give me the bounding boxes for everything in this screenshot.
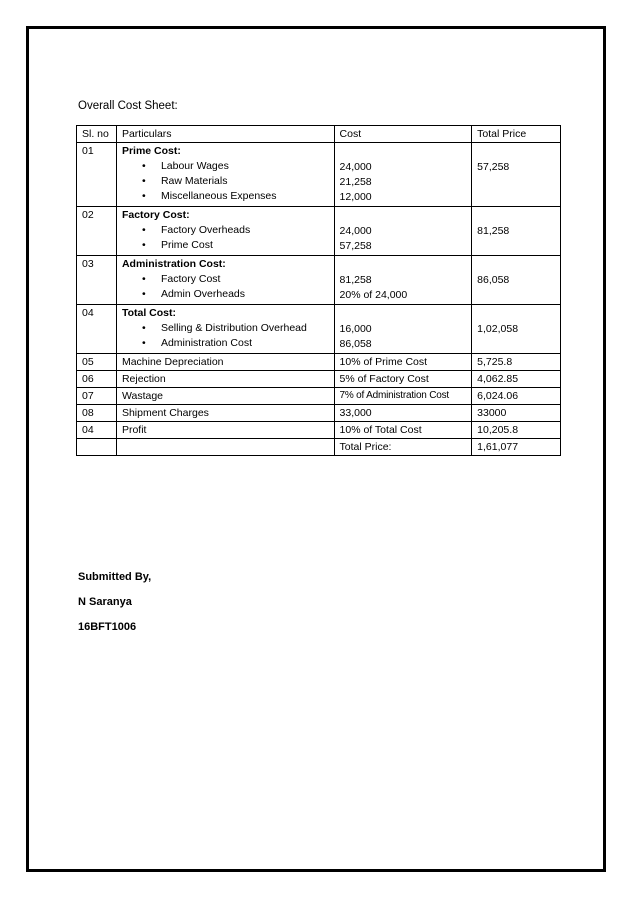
sub-item-list: [122, 223, 329, 253]
total-price-label: Total Price:: [334, 439, 472, 456]
cell-cost: [334, 143, 472, 207]
table-row: [77, 371, 561, 388]
bullet-icon: •: [141, 239, 146, 251]
cell-particulars: Profit: [116, 422, 334, 439]
list-item: [122, 321, 329, 336]
cell-sl: 07: [77, 388, 117, 405]
cell-sl: 06: [77, 371, 117, 388]
cost-value: 81,258: [339, 274, 372, 286]
list-item: [122, 287, 329, 302]
cell-total: 6,024.06: [472, 388, 561, 405]
cost-value: 24,000: [339, 161, 372, 173]
group-title: Prime Cost:: [121, 145, 181, 157]
cell-particulars: [116, 256, 334, 305]
group-title: Factory Cost:: [121, 209, 190, 221]
sub-item-list: [122, 272, 329, 302]
list-item: [122, 223, 329, 238]
list-item: [122, 174, 329, 189]
table-row: [77, 405, 561, 422]
item-label: Administration Cost: [160, 337, 252, 349]
group-title: Administration Cost:: [121, 258, 226, 270]
item-label: Selling & Distribution Overhead: [160, 322, 307, 334]
sub-item-list: [122, 321, 329, 351]
bullet-icon: •: [141, 190, 146, 202]
bullet-icon: •: [141, 175, 146, 187]
total-price-value: 1,61,077: [472, 439, 561, 456]
item-label: Factory Cost: [160, 273, 221, 285]
cost-value: 57,258: [339, 240, 372, 252]
bullet-icon: •: [141, 337, 146, 349]
cost-sheet-table: [76, 125, 561, 456]
list-item: [122, 336, 329, 351]
item-label: Factory Overheads: [160, 224, 251, 236]
cost-value: 21,258: [339, 176, 372, 188]
cell-empty: [116, 439, 334, 456]
cell-cost: [334, 256, 472, 305]
cell-total: 10,205.8: [472, 422, 561, 439]
total-value: 1,02,058: [477, 323, 519, 335]
cell-cost: 33,000: [334, 405, 472, 422]
cell-total: [472, 143, 561, 207]
bullet-icon: •: [141, 288, 146, 300]
cell-cost: 5% of Factory Cost: [334, 371, 472, 388]
header-particulars: Particulars: [116, 126, 334, 143]
cell-total: 5,725.8: [472, 354, 561, 371]
cell-sl: 01: [77, 143, 117, 207]
cell-sl: 04: [77, 305, 117, 354]
total-value: 86,058: [477, 274, 510, 286]
header-sl-no: Sl. no: [77, 126, 117, 143]
cell-particulars: [116, 143, 334, 207]
cell-total: 4,062.85: [472, 371, 561, 388]
cell-sl: 05: [77, 354, 117, 371]
cell-total: [472, 207, 561, 256]
table-row: [77, 422, 561, 439]
cell-particulars: Rejection: [116, 371, 334, 388]
cell-particulars: Machine Depreciation: [116, 354, 334, 371]
cell-particulars: [116, 305, 334, 354]
list-item: [122, 238, 329, 253]
cell-cost: 7% of Administration Cost: [334, 388, 472, 405]
table-row: [77, 143, 561, 207]
sheet-title: Overall Cost Sheet:: [78, 100, 178, 112]
cost-value: 24,000: [339, 225, 372, 237]
header-total-price: Total Price: [472, 126, 561, 143]
table-row: [77, 388, 561, 405]
submission-block: [78, 570, 151, 645]
cell-sl: 03: [77, 256, 117, 305]
cost-value: 20% of 24,000: [339, 289, 408, 301]
table-row: [77, 354, 561, 371]
list-item: [122, 272, 329, 287]
submitter-roll-number: 16BFT1006: [78, 621, 137, 633]
cell-total: [472, 305, 561, 354]
item-label: Raw Materials: [160, 175, 228, 187]
cell-sl: 02: [77, 207, 117, 256]
cell-sl: 04: [77, 422, 117, 439]
bullet-icon: •: [141, 224, 146, 236]
item-label: Labour Wages: [160, 160, 229, 172]
cell-empty: [77, 439, 117, 456]
cell-cost: 10% of Total Cost: [334, 422, 472, 439]
bullet-icon: •: [141, 322, 146, 334]
header-cost: Cost: [334, 126, 472, 143]
cell-cost: 10% of Prime Cost: [334, 354, 472, 371]
table-row: [77, 207, 561, 256]
list-item: [122, 159, 329, 174]
total-value: 81,258: [477, 225, 510, 237]
table-row: [77, 305, 561, 354]
submitter-name: N Saranya: [78, 596, 132, 608]
cell-particulars: Shipment Charges: [116, 405, 334, 422]
item-label: Admin Overheads: [160, 288, 245, 300]
cell-cost: [334, 207, 472, 256]
item-label: Miscellaneous Expenses: [160, 190, 277, 202]
submitted-by-label: Submitted By,: [78, 571, 152, 583]
bullet-icon: •: [141, 273, 146, 285]
table-row: [77, 256, 561, 305]
table-footer-row: [77, 439, 561, 456]
cost-value: 16,000: [339, 323, 372, 335]
total-value: 57,258: [477, 161, 510, 173]
list-item: [122, 189, 329, 204]
cost-value: 12,000: [339, 191, 372, 203]
cost-value: 86,058: [339, 338, 372, 350]
cell-sl: 08: [77, 405, 117, 422]
group-title: Total Cost:: [121, 307, 177, 319]
cell-total: [472, 256, 561, 305]
cell-total: 33000: [472, 405, 561, 422]
cell-particulars: Wastage: [116, 388, 334, 405]
sub-item-list: [122, 159, 329, 204]
cell-cost: [334, 305, 472, 354]
table-header-row: [77, 126, 561, 143]
item-label: Prime Cost: [160, 239, 213, 251]
cell-particulars: [116, 207, 334, 256]
bullet-icon: •: [141, 160, 146, 172]
